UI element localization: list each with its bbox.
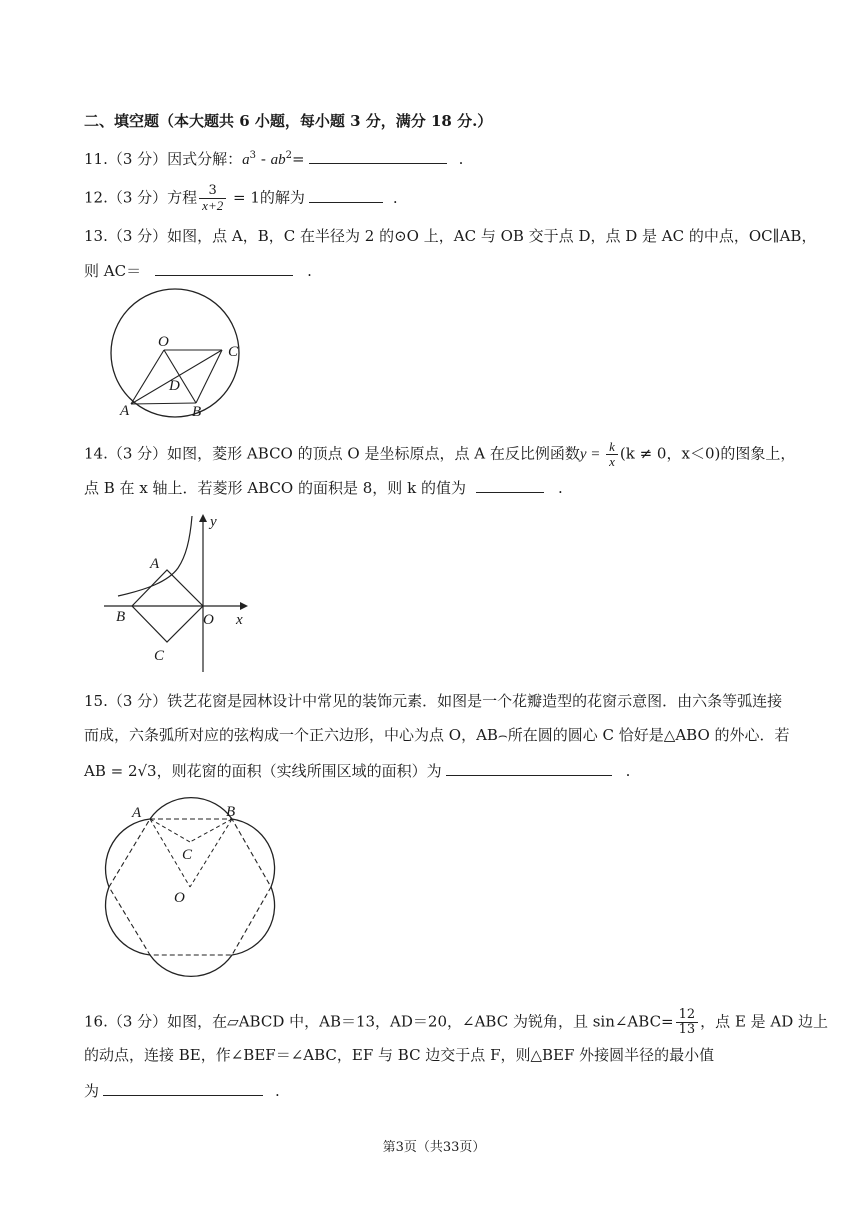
q14-frac-num: k [609, 439, 615, 454]
q16-answer-blank[interactable] [103, 1080, 263, 1096]
q14-label-x: x [236, 612, 243, 628]
q12-frac-den: x+2 [199, 198, 226, 213]
question-15-line-2: 而成，六条弧所对应的弦构成一个正六边形，中心为点 O，AB⌢所在圆的圆心 C 恰好是△ABO 的外心．若 [84, 726, 790, 744]
q15-seg-BC [190, 819, 232, 842]
question-12 [84, 184, 398, 213]
q11-exp-3: 3 [249, 150, 257, 161]
q13-end: . [307, 262, 312, 280]
q15-end: . [625, 762, 631, 780]
q13-label-B: B [192, 404, 202, 420]
question-15-line-1: 15.（3 分）铁艺花窗是园林设计中常见的装饰元素．如图是一个花瓣造型的花窗示意图．由六条等弧连接 [84, 692, 783, 710]
q14-label-O: O [203, 612, 214, 628]
q15-seg-BO [190, 819, 232, 887]
question-13-line-1: 13.（3 分）如图，点 A，B，C 在半径为 2 的⊙O 上，AC 与 OB 交于点 D，点 D 是 AC 的中点，OC∥AB， [84, 227, 817, 245]
question-14-line-2 [84, 477, 563, 498]
q11-equals: = [292, 150, 305, 168]
q14-line1a: 14.（3 分）如图，菱形 ABCO 的顶点 O 是坐标原点，点 A 在反比例函数 [84, 444, 580, 463]
q13-seg-AB [131, 403, 196, 404]
q11-end: . [458, 150, 464, 168]
q14-label-C: C [154, 648, 165, 664]
q15-label-B: B [226, 804, 236, 820]
q14-label-y: y [210, 514, 217, 530]
q11-minus: - [256, 150, 271, 168]
q12-fraction [199, 184, 226, 213]
q13-line2-text: 则 AC＝ [84, 262, 142, 280]
question-16-line-2: 的动点，连接 BE，作∠BEF＝∠ABC，EF 与 BC 边交于点 F，则△BEF 外接圆半径的最小值 [84, 1046, 715, 1064]
q14-answer-blank[interactable] [476, 477, 544, 493]
q12-number: 12.（3 分）方程 [84, 188, 198, 207]
q14-x-arrow [240, 602, 248, 610]
q16-line1a: 16.（3 分）如图，在▱ABCD 中，AB＝13，AD＝20，∠ABC 为锐角，且 sin∠ABC= [84, 1012, 674, 1031]
q12-rhs: = 1 [228, 188, 260, 207]
q16-frac-num: 12 [678, 1007, 696, 1022]
q16-fraction [676, 1008, 699, 1037]
q15-seg-AC [150, 819, 190, 842]
q12-tail: 的解为 [259, 188, 305, 207]
q12-answer-blank[interactable] [309, 187, 383, 203]
q14-frac-den: x [606, 454, 618, 469]
q14-fraction [606, 440, 618, 469]
question-14-line-1 [84, 440, 795, 469]
q13-label-O: O [158, 334, 169, 350]
q13-seg-OB [164, 350, 196, 403]
q13-circle [111, 289, 239, 417]
q15-label-A: A [132, 805, 142, 821]
q14-y-eq: y = [579, 446, 605, 463]
q11-var-a: a [242, 152, 250, 168]
q11-var-ab: ab [270, 152, 286, 168]
q14-end: . [557, 479, 563, 497]
question-16-line-3 [84, 1080, 280, 1101]
q13-answer-blank[interactable] [155, 260, 293, 276]
q13-label-A: A [120, 403, 130, 419]
q14-label-B: B [116, 609, 126, 625]
question-15-line-3 [84, 760, 630, 781]
q15-label-O: O [174, 890, 185, 906]
q13-label-C: C [228, 344, 239, 360]
q14-label-A: A [150, 556, 160, 572]
q14-line2-text: 点 B 在 x 轴上．若菱形 ABCO 的面积是 8，则 k 的值为 [84, 479, 466, 497]
q15-figure [98, 792, 278, 982]
q14-line1b: (k ≠ 0，x＜0)的图象上， [619, 444, 796, 463]
question-11 [84, 146, 463, 170]
q16-line1b: ，点 E 是 AD 边上 [700, 1012, 829, 1031]
question-16-line-1 [84, 1008, 828, 1037]
q12-frac-num: 3 [208, 183, 217, 198]
q15-label-C: C [182, 847, 193, 863]
q15-answer-blank[interactable] [446, 760, 612, 776]
question-13-line-2 [84, 260, 312, 281]
q11-answer-blank[interactable] [309, 148, 447, 164]
section-heading: 二、填空题（本大题共 6 小题，每小题 3 分，满分 18 分.） [84, 112, 493, 130]
q13-figure [98, 286, 258, 422]
q16-end: . [275, 1082, 280, 1100]
q11-exp-2: 2 [285, 150, 293, 161]
q14-y-arrow [199, 514, 207, 522]
q14-figure [100, 510, 260, 674]
q13-label-D: D [169, 378, 180, 394]
q12-end: . [392, 188, 398, 207]
q16-line3-text: 为 [84, 1082, 100, 1100]
q11-number: 11.（3 分）因式分解： [84, 150, 243, 168]
q15-line3-text: AB = 2√3，则花窗的面积（实线所围区域的面积）为 [84, 762, 442, 780]
q13-seg-OA [131, 350, 164, 404]
q16-frac-den: 13 [676, 1022, 699, 1037]
page-footer: 第3页（共33页） [382, 1140, 486, 1155]
